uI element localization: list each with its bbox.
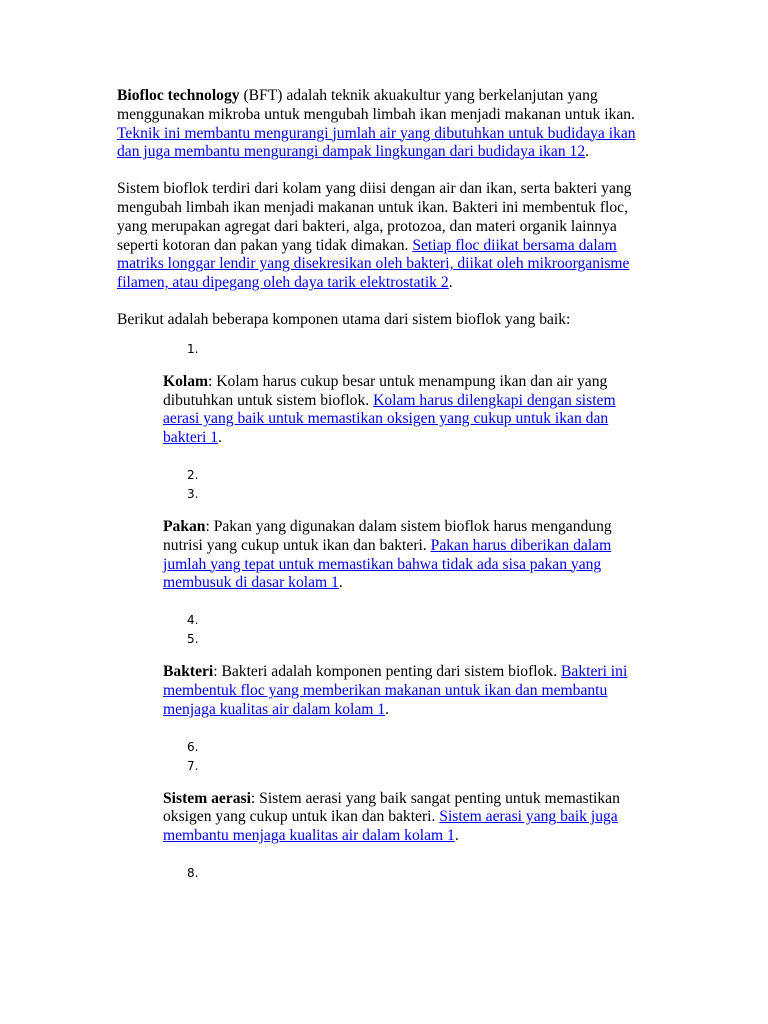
item-aerasi-end: . <box>454 827 459 845</box>
list-number: 4. <box>187 613 199 628</box>
item-bakteri-end: . <box>385 700 390 718</box>
list-number: 7. <box>187 758 199 773</box>
item-aerasi <box>163 790 633 846</box>
item-pakan <box>163 518 633 593</box>
components-intro: Berikut adalah beberapa komponen utama dari sistem bioflok yang baik: <box>117 310 571 328</box>
list-number: 8. <box>187 865 199 880</box>
document-page <box>117 87 647 883</box>
intro-text: (BFT) adalah teknik akuakultur yang berkelanjutan yang menggunakan mikroba untuk mengubah limbah ikan menjadi makanan untuk ikan. <box>117 87 635 123</box>
list-number: 1. <box>187 341 199 356</box>
item-kolam-term: Kolam <box>163 372 209 390</box>
item-kolam <box>163 373 633 448</box>
intro-end: . <box>585 143 590 161</box>
bioflok-paragraph <box>117 180 647 293</box>
item-kolam-text: : Kolam harus cukup besar untuk menampung ikan dan air yang dibutuhkan untuk sistem bioflok. <box>163 372 608 409</box>
item-pakan-text: : Pakan yang digunakan dalam sistem bioflok harus mengandung nutrisi yang cukup untuk ikan dan bakteri. <box>163 517 612 554</box>
item-kolam-end: . <box>218 429 222 447</box>
list-number: 2. <box>187 467 199 482</box>
item-kolam-link[interactable]: Kolam harus dilengkapi dengan sistem aerasi yang baik untuk memastikan oksigen yang cukup untuk ikan dan bakteri 1 <box>163 391 616 447</box>
list-number: 3. <box>187 486 199 501</box>
item-pakan-term: Pakan <box>163 517 206 535</box>
item-bakteri-text: : Bakteri adalah komponen penting dari sistem bioflok. <box>213 663 562 681</box>
item-bakteri-link[interactable]: Bakteri ini membentuk floc yang memberikan makanan untuk ikan dan membantu menjaga kualitas air dalam kolam 1 <box>163 663 628 718</box>
intro-term: Biofloc technology <box>117 87 240 104</box>
bioflok-end: . <box>448 274 453 292</box>
item-aerasi-text: : Sistem aerasi yang baik sangat penting untuk memastikan oksigen yang cukup untuk ikan dan bakteri. <box>163 789 620 826</box>
item-aerasi-term: Sistem aerasi <box>163 789 251 807</box>
intro-paragraph <box>117 87 647 162</box>
list-number: 5. <box>187 632 199 647</box>
item-aerasi-link[interactable]: Sistem aerasi yang baik juga membantu menjaga kualitas air dalam kolam 1 <box>163 808 618 845</box>
item-pakan-end: . <box>338 574 343 592</box>
bioflok-link[interactable]: Setiap floc diikat bersama dalam matriks longgar lendir yang disekresikan oleh bakteri, diikat oleh mikroorganisme filamen, atau dipegang oleh daya tarik elektrostatik 2 <box>117 236 630 292</box>
item-pakan-link[interactable]: Pakan harus diberikan dalam jumlah yang tepat untuk memastikan bahwa tidak ada sisa pakan yang membusuk di dasar kolam 1 <box>163 536 612 592</box>
item-bakteri-term: Bakteri <box>163 663 214 681</box>
list-number: 6. <box>187 739 199 754</box>
item-bakteri <box>163 663 633 719</box>
intro-link[interactable]: Teknik ini membantu mengurangi jumlah air yang dibutuhkan untuk budidaya ikan dan juga membantu mengurangi dampak lingkungan dari budidaya ikan 12 <box>117 124 636 161</box>
bioflok-text: Sistem bioflok terdiri dari kolam yang diisi dengan air dan ikan, serta bakteri yang mengubah limbah ikan menjadi makanan untuk ikan. Bakteri ini membentuk floc, yang merupakan agregat dari bakteri, alga, protozoa, dan materi organik lainnya seperti kotoran dan pakan yang tidak dimakan. <box>117 180 632 254</box>
